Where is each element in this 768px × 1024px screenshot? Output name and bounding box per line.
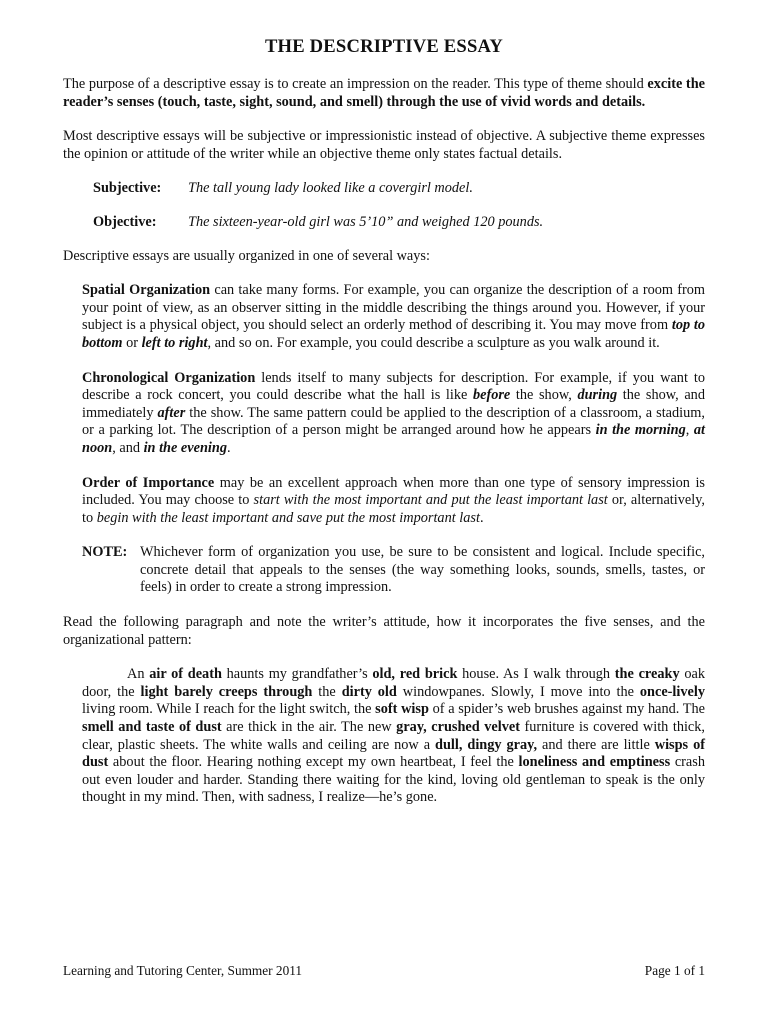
spatial-paragraph xyxy=(82,282,705,352)
page-number: Page 1 of 1 xyxy=(644,963,705,978)
sample-emphasis: light barely creeps through xyxy=(140,683,313,700)
sample-text: windowpanes. Slowly, I move into the xyxy=(396,683,640,700)
spatial-heading: Spatial Organization xyxy=(82,282,211,299)
read-prompt: Read the following paragraph and note the writer’s attitude, how it incorporates the five senses, and the organizational pattern: xyxy=(63,614,705,648)
intro-paragraph xyxy=(63,76,705,111)
sample-emphasis: smell and taste of dust xyxy=(82,719,222,736)
footer-source: Learning and Tutoring Center, Summer 2011 xyxy=(63,963,303,978)
importance-emphasis: start with the most important and put the least important last xyxy=(253,492,608,509)
sample-text: house. As I walk through xyxy=(457,666,615,683)
chronological-text: , and xyxy=(112,439,144,456)
sample-emphasis: gray, crushed velvet xyxy=(396,719,520,736)
sample-paragraph xyxy=(82,666,705,807)
note-block xyxy=(82,544,705,597)
sample-text: crash out even louder and harder. Standing there waiting for the kind, loving old gentleman to speak is the only thought in my mind. Then, with sadness, I realize—he’s gone. xyxy=(82,754,705,806)
sample-emphasis: dirty old xyxy=(341,683,397,700)
importance-heading: Order of Importance xyxy=(82,474,215,491)
spatial-text: , and so on. For example, you could describe a sculpture as you walk around it. xyxy=(207,334,660,351)
organization-intro: Descriptive essays are usually organized in one of several ways: xyxy=(63,247,430,264)
sample-emphasis: soft wisp xyxy=(375,701,429,718)
chronological-heading: Chronological Organization xyxy=(82,369,256,386)
sample-text: living room. While I reach for the light switch, the xyxy=(82,701,376,718)
objective-example xyxy=(93,214,705,232)
chronological-emphasis: at noon xyxy=(82,422,705,456)
sample-emphasis: old, red brick xyxy=(372,666,458,683)
subjective-label: Subjective: xyxy=(93,180,162,197)
spatial-text: or xyxy=(122,334,142,351)
document-title: THE DESCRIPTIVE ESSAY xyxy=(264,36,504,57)
sample-emphasis: air of death xyxy=(149,666,222,683)
sample-text: are thick in the air. The new xyxy=(221,719,397,736)
subjective-example xyxy=(93,180,705,198)
objective-label: Objective: xyxy=(93,213,157,230)
importance-text: or, alternatively, to xyxy=(82,492,706,526)
intro-text: The purpose of a descriptive essay is to create an impression on the reader. This type of theme should xyxy=(63,76,648,92)
sample-emphasis: dull, dingy gray, xyxy=(435,736,538,753)
chronological-paragraph xyxy=(82,370,705,458)
sample-emphasis: once-lively xyxy=(639,683,705,700)
sample-emphasis: the creaky xyxy=(614,666,680,683)
sample-text: oak door, the xyxy=(82,666,705,700)
importance-text: may be an excellent approach when more than one type of sensory impression is included. You may choose to xyxy=(82,474,705,509)
spatial-emphasis: left to right xyxy=(141,334,208,351)
sample-text: of a spider’s web brushes against my hand. The xyxy=(428,701,706,718)
page-footer xyxy=(63,963,705,979)
sample-text: An xyxy=(127,666,150,683)
sample-text: furniture is covered with thick, clear, plastic sheets. The white walls and ceiling are now a xyxy=(82,719,706,753)
sample-emphasis: wisps of dust xyxy=(82,736,705,771)
chronological-text: the show, and immediately xyxy=(82,387,705,421)
sample-text: and there are little xyxy=(537,736,655,753)
subjectivity-paragraph: Most descriptive essays will be subjective or impressionistic instead of objective. A subjective theme expresses the opinion or attitude of the writer while an objective theme only states factual details. xyxy=(63,128,705,162)
spatial-text: can take many forms. For example, you can organize the description of a room from your point of view, as an observer sitting in the middle describing the things around you. However, if your subject is a physical object, you should select an orderly method of describing it. You may move from xyxy=(82,282,705,334)
chronological-text: lends itself to many subjects for description. For example, if you want to describe a rock concert, you could describe what the hall is like xyxy=(82,369,705,404)
sample-text: about the floor. Hearing nothing except my own heartbeat, I feel the xyxy=(108,754,519,771)
importance-text: . xyxy=(479,509,484,526)
sample-text: haunts my grandfather’s xyxy=(221,666,373,683)
chronological-emphasis: before xyxy=(472,387,511,404)
chronological-text: , xyxy=(685,422,694,439)
note-label: NOTE: xyxy=(82,544,128,561)
chronological-emphasis: during xyxy=(577,387,618,404)
document-page xyxy=(63,30,705,807)
chronological-emphasis: after xyxy=(157,404,186,421)
note-text: Whichever form of organization you use, be sure to be consistent and logical. Include specific, concrete detail that appeals to the senses (the way something looks, sounds, smells, tastes, or feels) in order to create a strong impression. xyxy=(140,544,705,596)
objective-text: The sixteen-year-old girl was 5’10” and weighed 120 pounds. xyxy=(188,213,544,230)
importance-emphasis: begin with the least important and save put the most important last xyxy=(96,509,480,526)
importance-paragraph xyxy=(82,475,705,528)
intro-bold-text: excite the reader’s senses (touch, taste, sight, sound, and smell) through the use of vivid words and details. xyxy=(63,76,705,110)
chronological-emphasis: in the morning xyxy=(595,422,686,439)
chronological-text: the show, xyxy=(510,387,578,404)
subjective-text: The tall young lady looked like a covergirl model. xyxy=(188,180,473,197)
chronological-text: the show. The same pattern could be applied to the description of a classroom, a stadium, or a parking lot. The description of a person might be arranged around how he appears xyxy=(82,404,705,439)
spatial-emphasis: top to bottom xyxy=(82,317,705,351)
chronological-emphasis: in the evening xyxy=(143,439,227,456)
sample-emphasis: loneliness and emptiness xyxy=(518,754,671,771)
chronological-text: . xyxy=(226,439,231,456)
sample-text: the xyxy=(312,683,342,700)
